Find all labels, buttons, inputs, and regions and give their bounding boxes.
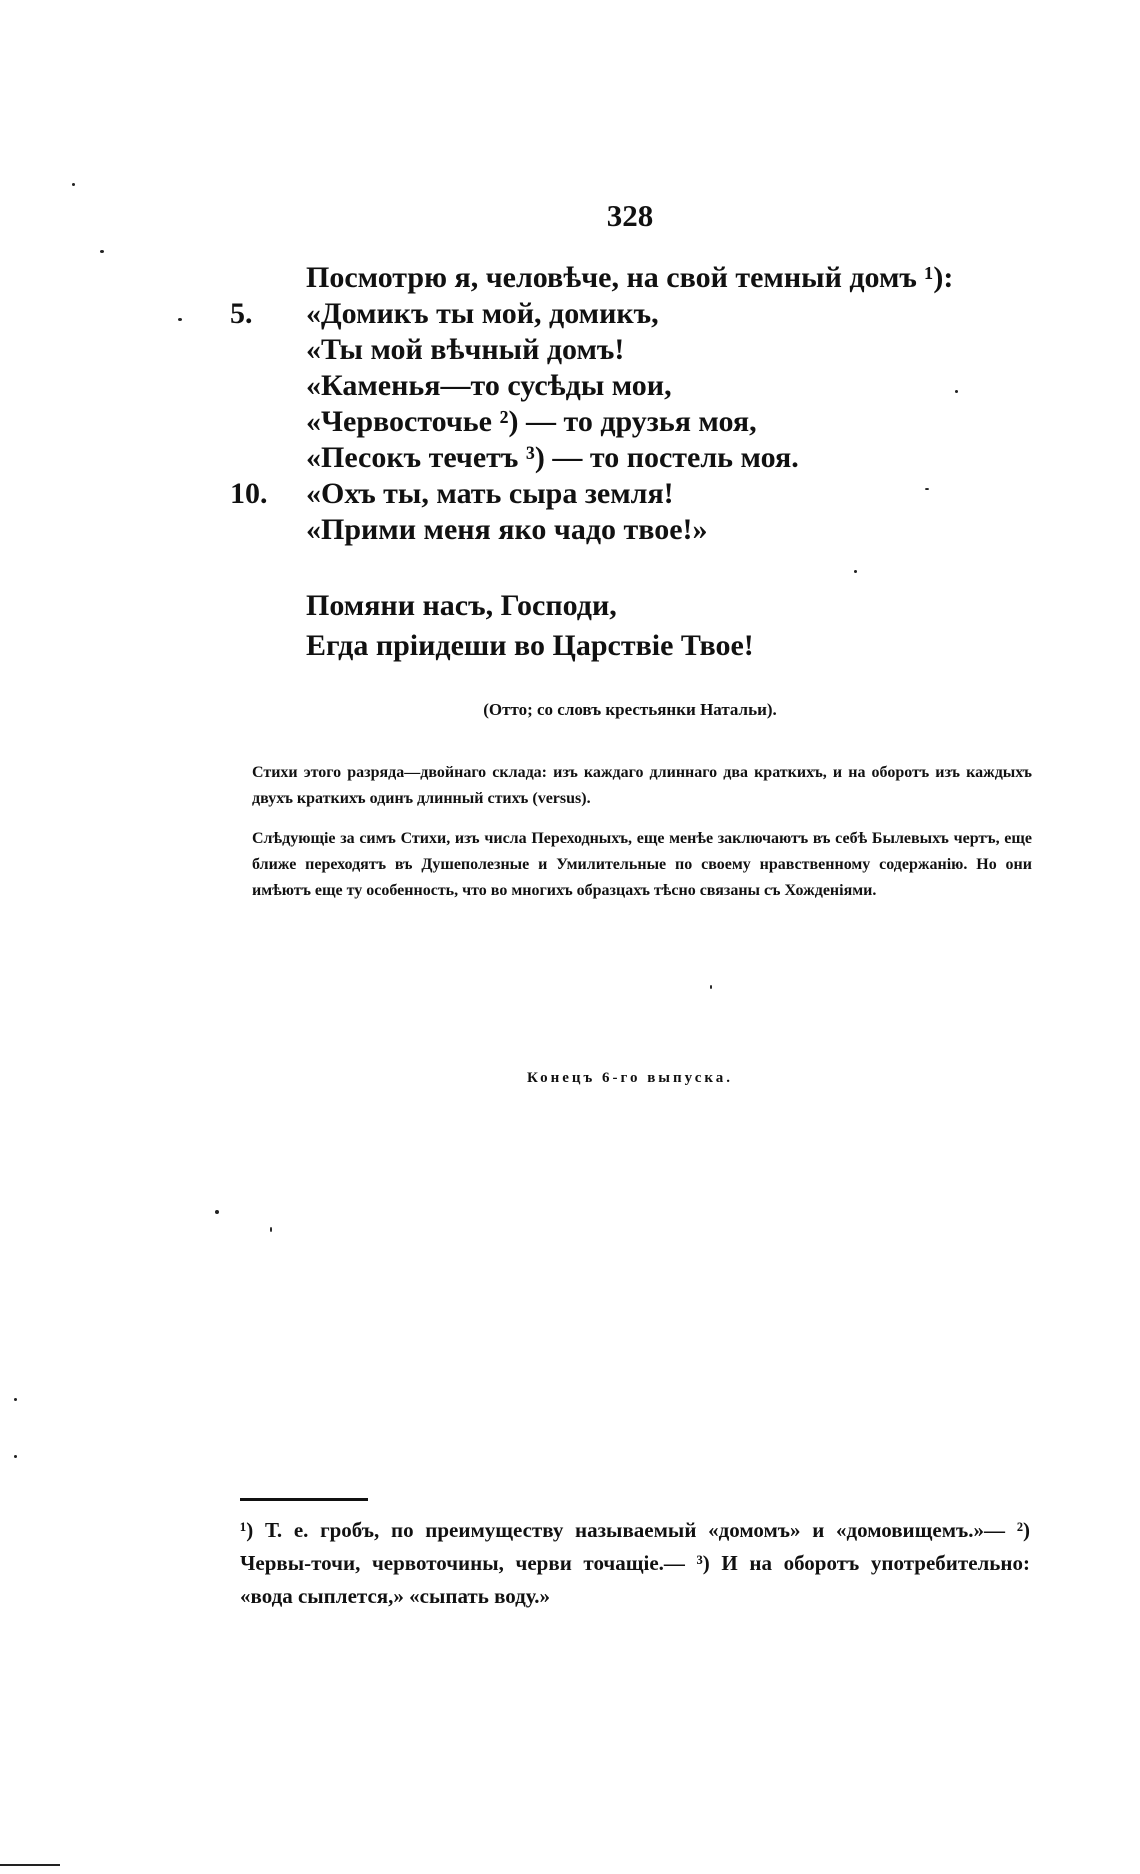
poem-line	[230, 332, 990, 368]
attribution: (Отто; со словъ крестьянки Натальи).	[483, 700, 777, 719]
scan-speck	[100, 250, 104, 253]
scan-speck	[925, 488, 929, 490]
poem-line	[230, 296, 990, 332]
scan-speck	[0, 1864, 60, 1866]
scan-speck	[270, 1227, 272, 1232]
poem	[230, 260, 990, 548]
line-number: 10.	[230, 477, 268, 510]
prayer-line: Помяни насъ, Господи,	[306, 589, 617, 622]
line-text: «Охъ ты, мать сыра земля!	[306, 477, 674, 510]
line-text: «Домикъ ты мой, домикъ,	[306, 297, 659, 330]
prayer	[306, 586, 754, 666]
line-number: 5.	[230, 297, 253, 330]
scan-speck	[955, 390, 958, 393]
poem-line	[230, 440, 990, 476]
scan-speck	[72, 183, 75, 186]
footnote-text: ¹) Т. е. гробъ, по преимуществу называемый «домомъ» и «домовищемъ.»— ²) Червы-точи, червоточины, черви точащіе.— ³) И на оборотъ употребительно: «вода сыплется,» «сыпать воду.»	[240, 1518, 1030, 1608]
footnote-rule	[240, 1498, 368, 1501]
poem-line	[230, 260, 990, 296]
commentary-paragraph: Слѣдующіе за симъ Стихи, изъ числа Переходныхъ, еще менѣе заключаютъ въ себѣ Былевыхъ чертъ, еще ближе переходятъ въ Душеполезные и Умилительные по своему нравственному содержанію. Но они имѣютъ еще ту особенность, что во многихъ образцахъ тѣсно связаны съ Хожденіями.	[252, 830, 1032, 899]
page-number: 328	[606, 198, 654, 233]
scan-speck	[215, 1210, 219, 1214]
line-text: «Червосточье ²) — то друзья моя,	[306, 405, 757, 438]
line-text: «Ты мой вѣчный домъ!	[306, 333, 625, 366]
end-of-issue-note: Конецъ 6-го выпуска.	[526, 1070, 734, 1086]
footnotes	[240, 1514, 1030, 1613]
line-text: «Каменья—то сусѣды мои,	[306, 369, 672, 402]
line-text: «Прими меня яко чадо твое!»	[306, 513, 708, 546]
line-text: «Песокъ течетъ ³) — то постель моя.	[306, 441, 799, 474]
scan-speck	[710, 985, 712, 989]
poem-line	[230, 404, 990, 440]
scan-speck	[14, 1398, 17, 1401]
scan-speck	[14, 1455, 17, 1458]
commentary-paragraph: Стихи этого разряда—двойнаго склада: изъ каждаго длиннаго два краткихъ, и на оборотъ изъ каждыхъ двухъ краткихъ одинъ длинный стихъ (versus).	[252, 764, 1032, 807]
poem-line	[230, 368, 990, 404]
scan-speck	[854, 570, 857, 573]
poem-line	[230, 476, 990, 512]
poem-line	[230, 512, 990, 548]
line-text: Посмотрю я, человѣче, на свой темный домъ ¹):	[306, 261, 954, 294]
prayer-line: Егда пріидеши во Царствіе Твое!	[306, 629, 754, 662]
scan-speck	[178, 318, 182, 321]
